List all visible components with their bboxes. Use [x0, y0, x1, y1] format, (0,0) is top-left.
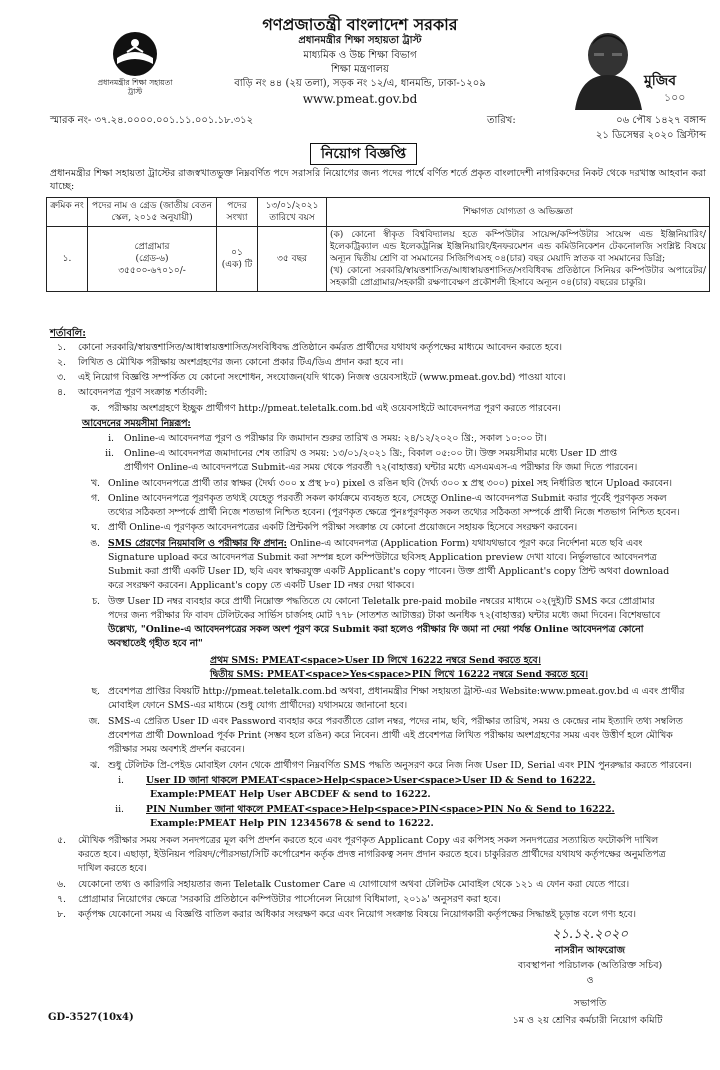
term-num: i.	[108, 433, 114, 444]
vacancy-table	[46, 197, 710, 292]
term-ch-1: উক্ত User ID নম্বর ব্যবহার করে প্রার্থী নিম্নোক্ত পদ্ধতিতে যে কোনো Teletalk pre-paid mobile নম্বরের মাধ্যমে ০২(দুই)টি SMS করে প্রোগ্রামার	[108, 596, 655, 607]
term-chh-2: মোবাইল ফোনে SMS-এর মাধ্যমে (শুধু যোগ্য প্রার্থীদের) যথাসময়ে জানানো হবে।	[108, 700, 408, 711]
post-grade: (গ্রেড-৬)	[135, 254, 169, 264]
term-num: ৬.	[57, 879, 66, 890]
term-num: ঙ.	[90, 538, 100, 549]
term-2: লিখিত ও মৌখিক পরীক্ষায় অংশগ্রহণের জন্য কোনো প্রকার টিএ/ডিএ প্রদান করা হবে না।	[78, 357, 404, 368]
count-cell	[217, 227, 258, 292]
mujib-portrait-icon	[570, 25, 690, 110]
ministry-name: শিক্ষা মন্ত্রণালয়	[331, 64, 389, 75]
table-row	[47, 227, 710, 292]
term-num: ii.	[105, 448, 114, 459]
term-num: ৪.	[57, 387, 66, 398]
term-num: ছ.	[91, 686, 100, 697]
intro-text: প্রধানমন্ত্রীর শিক্ষা সহায়তা ট্রাস্টের রাজস্বখাতভুক্ত নিম্নবর্ণিত পদে সরাসরি নিয়োগের জন্য পদের পার্শ্বে বর্ণিত শর্তে প্রকৃত বাংলাদেশী নাগরিকদের নিকট থেকে দরখাস্ত আহবান করা যাচ্ছে:	[50, 168, 706, 192]
term-num: ৮.	[57, 909, 66, 920]
term-g-b: তথ্যের সঠিকতা সম্পর্কে প্রার্থী নিজে শতভাগ নিশ্চিত হবেন। (পূরণকৃত ক্ষেত্রে পুনঃপূরণকৃত সকল তথ্যের সঠিকতা সম্পর্কে প্রার্থী নিজে শতভাগ নিশ্চিত হবেন।	[108, 507, 680, 518]
term-j-2: প্রবেশপত্র প্রার্থী Download পূর্বক Print (সম্ভব হলে রঙিন) করে নিবেন। প্রার্থী এই প্রবেশপত্র লিখিত পরীক্ষায় অংশগ্রহণের সময় এবং উত্তীর্ণ হলে মৌখিক	[108, 730, 673, 741]
term-k: পরীক্ষায় অংশগ্রহণে ইচ্ছুক প্রার্থীগণ http://pmeat.teletalk.com.bd এই ওয়েবসাইটে আবেদনপত্র পূরণ করতে পারবেন।	[108, 403, 561, 414]
mujib-num: ১০০	[664, 91, 686, 104]
term-j-1: SMS-এ প্রেরিত User ID এবং Password ব্যবহার করে পরবর্তীতে রোল নম্বর, পদের নাম, ছবি, পরীক্ষার তারিখ, সময় ও কেন্দ্রের নাম ইত্যাদি তথ্য সম্বলিত	[108, 716, 683, 727]
table-header-row	[47, 198, 710, 227]
count-value: ০১	[231, 248, 243, 258]
signatory-name: নাসরীন আফরোজ	[555, 945, 625, 956]
term-4: আবেদনপত্র পূরণ সংক্রান্ত শর্তাবলী:	[78, 387, 208, 398]
term-ng-2: Signature upload করে আবেদনপত্র Submit করা সম্পন্ন হলে কম্পিউটারে ছবিসহ Application preview দেখা যাবে। নির্ভুলভাবে আবেদনপত্র	[108, 552, 657, 563]
term-ng-line1	[108, 537, 708, 550]
term-num: খ.	[90, 478, 100, 489]
signatory-and: ও	[586, 975, 594, 986]
qualification-b: (খ) কোনো সরকারি/স্বায়ত্তশাসিত/আধাস্বায়ত্তশাসিত/সংবিধিবদ্ধ প্রতিষ্ঠানে সিনিয়র কম্পিউটার অপারেটর/সহকারী প্রোগ্রামার/সহকারী রক্ষণাবেক্ষণ প্রকৌশলী হিসাবে অন্যূন ০৪(চার) বছরের চাকুরি।	[330, 266, 706, 288]
header-age: ১৩/০১/২০২১ তারিখে বয়স	[258, 198, 327, 227]
recover-userid-example: Example:PMEAT Help User ABCDEF & send to 16222.	[150, 789, 431, 800]
committee-name: ১ম ও ২য় শ্রেণির কর্মচারী নিয়োগ কমিটি	[512, 1015, 663, 1026]
term-5-c: দাখিল করতে হবে।	[78, 863, 147, 874]
serial-cell: ১.	[47, 227, 88, 292]
term-5-b: করতে হবে। এছাড়া, ইউনিয়ন পরিষদ/পৌরসভা/সিটি কর্পোরেশন কর্তৃক প্রদত্ত নাগরিকত্ব সনদ প্রদান করতে হবে। চাকুরিরত প্রার্থীদের যথাযথ কর্তৃপক্ষের অনুমতিপত্র	[78, 849, 666, 860]
term-num: ঘ.	[91, 522, 100, 533]
date-label: তারিখ:	[487, 115, 516, 126]
recover-pin: PIN Number জানা থাকলে PMEAT<space>Help<space>PIN<space>PIN No & Send to 16222.	[146, 804, 615, 815]
header-post: পদের নাম ও গ্রেড (জাতীয় বেতন স্কেল, ২০১৫ অনুযায়ী)	[88, 198, 217, 227]
trust-name: প্রধানমন্ত্রীর শিক্ষা সহায়তা ট্রাস্ট	[298, 35, 422, 46]
post-cell	[88, 227, 217, 292]
signatory-role: সভাপতি	[573, 998, 607, 1009]
term-7: প্রোগ্রামার নিয়োগের ক্ষেত্রে 'সরকারি প্রতিষ্ঠানে কম্পিউটার পার্সোনেল নিয়োগ বিধিমালা, ২০১৯' অনুসরণ করা হবে।	[78, 894, 501, 905]
deadline-title: আবেদনের সময়সীমা নিম্নরূপ:	[82, 418, 191, 429]
signature-scribble: ২১.১২.২০২০	[552, 927, 628, 942]
term-num: ২.	[57, 357, 66, 368]
term-gh: প্রার্থী Online-এ পূরণকৃত আবেদনপত্রের একটি প্রিন্টকপি পরীক্ষা সংক্রান্ত যে কোনো প্রয়োজনে সহায়ক হিসেবে সংরক্ষণ করবেন।	[108, 522, 578, 533]
age-cell: ৩৫ বছর	[258, 227, 327, 292]
term-num: i.	[118, 775, 124, 786]
term-ng-1: Online-এ আবেদনপত্র (Application Form) যথাযথভাবে পূরণ করে নির্দেশনা মতে ছবি এবং	[289, 538, 643, 549]
recover-pin-example: Example:PMEAT Help PIN 12345678 & send to 16222.	[150, 818, 434, 829]
header-count: পদের সংখ্যা	[217, 198, 258, 227]
logo-caption: প্রধানমন্ত্রীর শিক্ষা সহায়তা ট্রাস্ট	[97, 78, 173, 96]
term-num: জ.	[88, 716, 100, 727]
date-bangla: ০৬ পৌষ ১৪২৭ বঙ্গাব্দ	[616, 115, 706, 126]
term-j-3: পরীক্ষার সময় অবশ্যই প্রদর্শন করবেন।	[108, 744, 245, 755]
office-address: বাড়ি নং ৪৪ (২য় তলা), সড়ক নং ১২/এ, ধানমন্ডি, ঢাকা-১২০৯	[234, 78, 486, 89]
term-ng-3: Submit করা প্রার্থী একটি User ID, ছবি এবং স্বাক্ষরযুক্ত একটি Applicant's copy পাবেন। উক্ত প্রার্থী Applicant's copy প্রিন্ট অথবা download	[108, 566, 670, 577]
term-6: যেকোনো তথ্য ও কারিগরি সহায়তার জন্য Teletalk Customer Care এ যোগাযোগ অথবা টেলিটক মোবাইল থেকে ১২১ এ ফোন করা যেতে পারে।	[78, 879, 630, 890]
term-ng-4: করে সংরক্ষণ করবেন। Applicant's copy তে একটি User ID নম্বর দেয়া থাকবে।	[108, 580, 415, 591]
term-num: ক.	[90, 403, 100, 414]
term-g-a: Online আবেদনপত্রে পূরণকৃত তথ্যই যেহেতু পরবর্তী সকল কার্যক্রমে ব্যবহৃত হবে, সেহেতু Online-এ আবেদনপত্র Submit করার পূর্বেই পূরণকৃত সকল	[108, 493, 667, 504]
gov-title: গণপ্রজাতন্ত্রী বাংলাদেশ সরকার	[262, 15, 458, 34]
term-3: এই নিয়োগ বিজ্ঞপ্তি সম্পর্কিত যে কোনো সংশোধন, সংযোজন(যদি থাকে) নিজস্ব ওয়েবসাইটে (www.pmeat.gov.bd) পাওয়া যাবে।	[78, 372, 566, 383]
header-qualification: শিক্ষাগত যোগ্যতা ও অভিজ্ঞতা	[327, 198, 710, 227]
website: www.pmeat.gov.bd	[302, 92, 418, 106]
term-8: কর্তৃপক্ষ যেকোনো সময় এ বিজ্ঞপ্তি বাতিল করার অধিকার সংরক্ষণ করে এবং নিয়োগ সংক্রান্ত বিষয়ে নিয়োগকারী কর্তৃপক্ষের সিদ্ধান্তই চূড়ান্ত বলে গণ্য হবে।	[78, 909, 636, 920]
count-word: (এক) টি	[221, 260, 253, 270]
term-num: ঝ.	[90, 760, 100, 771]
header-serial: ক্রমিক নং	[47, 198, 88, 227]
terms-title: শর্তাবলি:	[50, 328, 86, 339]
sms-second: দ্বিতীয় SMS: PMEAT<space>Yes<space>PIN লিখে 16222 নম্বরে Send করতে হবে।	[210, 669, 588, 680]
qualification-cell	[327, 227, 710, 292]
post-name: প্রোগ্রামার	[134, 242, 170, 252]
memo-number: স্মারক নং- ৩৭.২৪.০০০০.০০১.১১.০০১.১৮.৩১২	[50, 115, 254, 126]
division-name: মাধ্যমিক ও উচ্চ শিক্ষা বিভাগ	[303, 50, 417, 61]
term-1: কোনো সরকারি/স্বায়ত্তশাসিত/আধাস্বায়ত্তশাসিত/সংবিধিবদ্ধ প্রতিষ্ঠানে কর্মরত প্রার্থীদের যথাযথ কর্তৃপক্ষের মাধ্যমে আবেদন করতে হবে।	[78, 342, 562, 353]
term-num: ১.	[57, 342, 66, 353]
term-num: ৭.	[57, 894, 66, 905]
term-kh: Online আবেদনপত্রে প্রার্থী তার স্বাক্ষর (দৈর্ঘ্য ৩০০ x প্রস্থ ৮০) pixel ও রঙিন ছবি (দৈর্ঘ্য ৩০০ x প্রস্থ ৩০০) pixel সহ নির্ধারিত স্থানে Upload করবেন।	[108, 478, 672, 489]
term-num: ii.	[115, 804, 124, 815]
date-english: ২১ ডিসেম্বর ২০২০ খ্রিস্টাব্দ	[595, 130, 706, 141]
term-jh: শুধু টেলিটক প্রি-পেইড মোবাইল ফোন থেকে প্রার্থীগণ নিম্নবর্ণিত SMS পদ্ধতি অনুসরণ করে নিজ নিজ User ID, Serial এবং PIN পুনরুদ্ধার করতে পারবেন।	[108, 760, 692, 771]
term-num: গ.	[90, 493, 100, 504]
term-ii-a: Online-এ আবেদনপত্র জমাদানের শেষ তারিখ ও সময়: ১৩/০১/২০২১ খ্রি:, বিকাল ০৫:০০ টা। উক্ত সময়সীমার মধ্যে User ID প্রাপ্ত	[124, 448, 617, 459]
term-num: ৫.	[57, 835, 66, 846]
term-5-a: মৌখিক পরীক্ষার সময় সকল সনদপত্রের মূল কপি প্রদর্শন করতে হবে এবং পূরণকৃত Applicant Copy এর কপিসহ সকল সনদপত্রের সত্যায়িত ফটোকপি দাখিল	[78, 835, 659, 846]
qualification-a: (ক) কোনো স্বীকৃত বিশ্ববিদ্যালয় হতে কম্পিউটার সায়েন্স/কম্পিউটার সায়েন্স এন্ড ইঞ্জিনিয়ারিং/ইলেকট্রিক্যাল এন্ড ইলেকট্রনিক্স ইঞ্জিনিয়ারিং/ইনফরমেশন এন্ড কমিউনিকেশন টেকনোলজি সংশ্লিষ্ট বিষয়ে অন্যূন দ্বিতীয় শ্রেণি বা সমমানের সিজিপিএসহ ০৪(চার) বছর মেয়াদি স্নাতক বা সমমানের ডিগ্রি;	[330, 230, 706, 264]
term-chh-1: প্রবেশপত্র প্রাপ্তির বিষয়টি http://pmeat.teletalk.com.bd অথবা, প্রধানমন্ত্রীর শিক্ষা সহায়তা ট্রাস্ট-এর Website:www.pmeat.gov.bd এ এবং প্রার্থীর	[108, 686, 685, 697]
term-num: ৩.	[57, 372, 66, 383]
gd-code: GD-3527(10x4)	[48, 1012, 134, 1023]
term-ch-4: অবস্থাতেই গৃহীত হবে না"	[108, 638, 203, 649]
term-num: চ.	[92, 596, 100, 607]
mujib-text: মুজিব	[644, 73, 677, 89]
recover-userid: User ID জানা থাকলে PMEAT<space>Help<space>User<space>User ID & Send to 16222.	[146, 775, 596, 786]
signatory-title: ব্যবস্থাপনা পরিচালক (অতিরিক্ত সচিব)	[517, 960, 663, 971]
sms-first: প্রথম SMS: PMEAT<space>User ID লিখে 16222 নম্বরে Send করতে হবে।	[210, 655, 541, 666]
sms-rules-title: SMS প্রেরণের নিয়মাবলি ও পরীক্ষার ফি প্রদান:	[108, 538, 287, 549]
term-ch-2: পদের জন্য পরীক্ষার ফি বাবদ টেলিটকের সার্ভিস চার্জসহ মোট ৭৭৮ (সাতশত আটাত্তর) টাকা অনধিক ৭২(বাহাত্তর) ঘন্টার মধ্যে জমা দিবেন। বিশেষভাবে	[108, 610, 661, 621]
term-ch-3: উল্লেখ্য, "Online-এ আবেদনপত্রের সকল অংশ পূরণ করে Submit করা হলেও পরীক্ষার ফি জমা না দেয়া পর্যন্ত Online আবেদনপত্র কোনো	[108, 624, 644, 635]
term-i: Online-এ আবেদনপত্র পূরণ ও পরীক্ষার ফি জমাদান শুরুর তারিখ ও সময়: ২৪/১২/২০২০ খ্রি:, সকাল ১০:০০ টা।	[124, 433, 547, 444]
post-scale: ৩৫৫০০-৬৭০১০/-	[118, 266, 186, 276]
notice-title: নিয়োগ বিজ্ঞপ্তি	[310, 143, 417, 165]
term-ii-b: প্রার্থীগণ Online-এ আবেদনপত্রে Submit-এর সময় থেকে পরবর্তী ৭২(বাহাত্তর) ঘন্টার মধ্যে এসএমএস-এ পরীক্ষার ফি জমা দিতে পারবেন।	[124, 462, 638, 473]
